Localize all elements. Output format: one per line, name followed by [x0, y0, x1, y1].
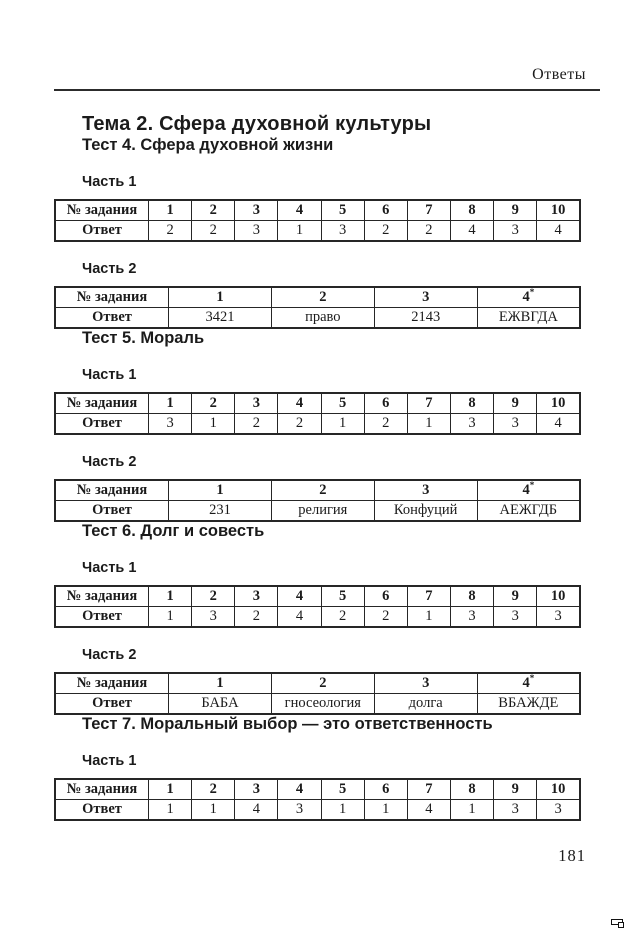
- answer-row: [55, 800, 580, 821]
- answers-table: [54, 672, 581, 715]
- task-number-cell: 2: [192, 200, 235, 221]
- test-section-6: [54, 522, 600, 715]
- task-number-cell: 4: [278, 586, 321, 607]
- task-number-cell: 6: [364, 393, 407, 414]
- part-label: Часть 1: [82, 560, 137, 576]
- running-head: Ответы: [532, 66, 586, 83]
- task-number-cell: 5: [321, 779, 364, 800]
- answer-cell: право: [271, 308, 374, 329]
- answer-cell: 3: [537, 800, 580, 821]
- answer-cell: 1: [149, 800, 192, 821]
- task-number-cell: 8: [450, 586, 493, 607]
- task-number-cell: 7: [407, 779, 450, 800]
- answer-row: [55, 694, 580, 715]
- task-number-cell: 7: [407, 200, 450, 221]
- task-number-row: [55, 200, 580, 221]
- answer-cell: ЕЖВГДА: [477, 308, 580, 329]
- page-number: 181: [558, 846, 586, 865]
- answer-cell: 1: [450, 800, 493, 821]
- row-label-cell: № задания: [55, 586, 149, 607]
- answer-cell: 1: [321, 800, 364, 821]
- task-number-cell: 1: [169, 673, 272, 694]
- header-rule: [54, 89, 600, 91]
- test-section-4: [54, 136, 600, 329]
- task-number-cell: 3: [374, 480, 477, 501]
- test-section-5: [54, 329, 600, 522]
- part-label: Часть 1: [82, 753, 137, 769]
- row-label-cell: № задания: [55, 200, 149, 221]
- task-number-row: [55, 586, 580, 607]
- answer-cell: 3: [450, 607, 493, 628]
- row-label-cell: Ответ: [55, 607, 149, 628]
- task-number-cell: 10: [537, 200, 580, 221]
- answer-cell: 3: [450, 414, 493, 435]
- task-number-cell: 8: [450, 393, 493, 414]
- task-number-cell: 2: [192, 586, 235, 607]
- answer-cell: долга: [374, 694, 477, 715]
- task-number-row: [55, 287, 580, 308]
- task-number-cell: 1: [149, 200, 192, 221]
- answer-cell: 4: [537, 414, 580, 435]
- answer-cell: 3: [235, 221, 278, 242]
- task-number-cell: 3: [235, 586, 278, 607]
- task-number-cell: 10: [537, 779, 580, 800]
- task-number-cell: 6: [364, 200, 407, 221]
- answers-table: [54, 479, 581, 522]
- task-number-cell: 4*: [477, 480, 580, 501]
- theme-title: Тема 2. Сфера духовной культуры: [82, 113, 432, 135]
- task-number-cell: 1: [149, 779, 192, 800]
- answer-cell: 3: [494, 414, 537, 435]
- task-number-cell: 10: [537, 393, 580, 414]
- task-number-cell: 9: [494, 393, 537, 414]
- task-number-cell: 10: [537, 586, 580, 607]
- answer-cell: 4: [278, 607, 321, 628]
- answer-cell: 4: [450, 221, 493, 242]
- test-title: Тест 7. Моральный выбор — это ответственность: [82, 715, 493, 733]
- task-number-cell: 7: [407, 586, 450, 607]
- row-label-cell: № задания: [55, 673, 169, 694]
- answer-cell: 4: [407, 800, 450, 821]
- answer-cell: гносеология: [271, 694, 374, 715]
- task-number-cell: 2: [271, 673, 374, 694]
- scan-corner-mark-icon: [611, 919, 625, 931]
- answer-cell: 3421: [169, 308, 272, 329]
- answer-cell: 2: [321, 607, 364, 628]
- task-number-cell: 9: [494, 586, 537, 607]
- task-number-cell: 3: [235, 200, 278, 221]
- task-number-cell: 3: [235, 779, 278, 800]
- answer-cell: 3: [537, 607, 580, 628]
- test-title: Тест 5. Мораль: [82, 329, 205, 347]
- answers-table: [54, 778, 581, 821]
- answer-cell: 3: [494, 221, 537, 242]
- answer-cell: 2: [364, 221, 407, 242]
- task-number-cell: 9: [494, 779, 537, 800]
- answer-row: [55, 607, 580, 628]
- answer-row: [55, 414, 580, 435]
- task-number-cell: 4: [278, 393, 321, 414]
- task-number-cell: 5: [321, 200, 364, 221]
- answer-cell: 2: [149, 221, 192, 242]
- test-section-7: [54, 715, 600, 821]
- answers-table: [54, 199, 581, 242]
- test-title: Тест 4. Сфера духовной жизни: [82, 136, 334, 154]
- task-number-cell: 2: [192, 779, 235, 800]
- task-number-cell: 2: [271, 480, 374, 501]
- answer-cell: ВБАЖДЕ: [477, 694, 580, 715]
- answer-cell: 1: [364, 800, 407, 821]
- task-number-cell: 8: [450, 200, 493, 221]
- part-label: Часть 1: [82, 174, 137, 190]
- answer-cell: 1: [192, 800, 235, 821]
- answer-row: [55, 501, 580, 522]
- task-number-cell: 7: [407, 393, 450, 414]
- answer-cell: 2: [364, 414, 407, 435]
- answers-table: [54, 392, 581, 435]
- answer-cell: 4: [235, 800, 278, 821]
- answer-cell: 3: [278, 800, 321, 821]
- row-label-cell: № задания: [55, 287, 169, 308]
- task-number-cell: 4: [278, 200, 321, 221]
- answers-table: [54, 585, 581, 628]
- answer-cell: 1: [192, 414, 235, 435]
- answer-cell: 2: [192, 221, 235, 242]
- task-number-cell: 9: [494, 200, 537, 221]
- row-label-cell: Ответ: [55, 501, 169, 522]
- row-label-cell: № задания: [55, 393, 149, 414]
- answer-cell: 3: [494, 607, 537, 628]
- answer-cell: 3: [149, 414, 192, 435]
- answer-cell: 2: [235, 607, 278, 628]
- answer-cell: АЕЖГДБ: [477, 501, 580, 522]
- answer-cell: 3: [192, 607, 235, 628]
- part-label: Часть 2: [82, 261, 137, 277]
- answer-cell: религия: [271, 501, 374, 522]
- row-label-cell: Ответ: [55, 221, 149, 242]
- answer-cell: БАБА: [169, 694, 272, 715]
- answer-cell: 1: [149, 607, 192, 628]
- task-number-cell: 6: [364, 779, 407, 800]
- task-number-cell: 6: [364, 586, 407, 607]
- task-number-cell: 3: [374, 287, 477, 308]
- answer-cell: 2: [364, 607, 407, 628]
- task-number-cell: 3: [374, 673, 477, 694]
- part-label: Часть 2: [82, 454, 137, 470]
- answer-cell: 2143: [374, 308, 477, 329]
- answer-cell: 1: [278, 221, 321, 242]
- answer-cell: 3: [494, 800, 537, 821]
- task-number-cell: 1: [149, 393, 192, 414]
- row-label-cell: № задания: [55, 480, 169, 501]
- answer-cell: 2: [407, 221, 450, 242]
- answer-cell: 231: [169, 501, 272, 522]
- part-label: Часть 1: [82, 367, 137, 383]
- task-number-row: [55, 393, 580, 414]
- answer-cell: 1: [321, 414, 364, 435]
- row-label-cell: № задания: [55, 779, 149, 800]
- answer-cell: 3: [321, 221, 364, 242]
- task-number-row: [55, 779, 580, 800]
- task-number-row: [55, 673, 580, 694]
- answers-table: [54, 286, 581, 329]
- task-number-cell: 2: [271, 287, 374, 308]
- task-number-row: [55, 480, 580, 501]
- answer-row: [55, 221, 580, 242]
- task-number-cell: 1: [169, 480, 272, 501]
- answer-cell: Конфуций: [374, 501, 477, 522]
- task-number-cell: 1: [149, 586, 192, 607]
- book-page: [54, 0, 600, 821]
- task-number-cell: 4: [278, 779, 321, 800]
- task-number-cell: 4*: [477, 673, 580, 694]
- answer-cell: 4: [537, 221, 580, 242]
- answer-cell: 2: [235, 414, 278, 435]
- test-title: Тест 6. Долг и совесть: [82, 522, 265, 540]
- answer-cell: 1: [407, 607, 450, 628]
- task-number-cell: 8: [450, 779, 493, 800]
- task-number-cell: 5: [321, 393, 364, 414]
- task-number-cell: 2: [192, 393, 235, 414]
- answer-cell: 2: [278, 414, 321, 435]
- task-number-cell: 4*: [477, 287, 580, 308]
- answer-cell: 1: [407, 414, 450, 435]
- row-label-cell: Ответ: [55, 694, 169, 715]
- task-number-cell: 5: [321, 586, 364, 607]
- task-number-cell: 3: [235, 393, 278, 414]
- row-label-cell: Ответ: [55, 800, 149, 821]
- answer-row: [55, 308, 580, 329]
- row-label-cell: Ответ: [55, 308, 169, 329]
- part-label: Часть 2: [82, 647, 137, 663]
- row-label-cell: Ответ: [55, 414, 149, 435]
- task-number-cell: 1: [169, 287, 272, 308]
